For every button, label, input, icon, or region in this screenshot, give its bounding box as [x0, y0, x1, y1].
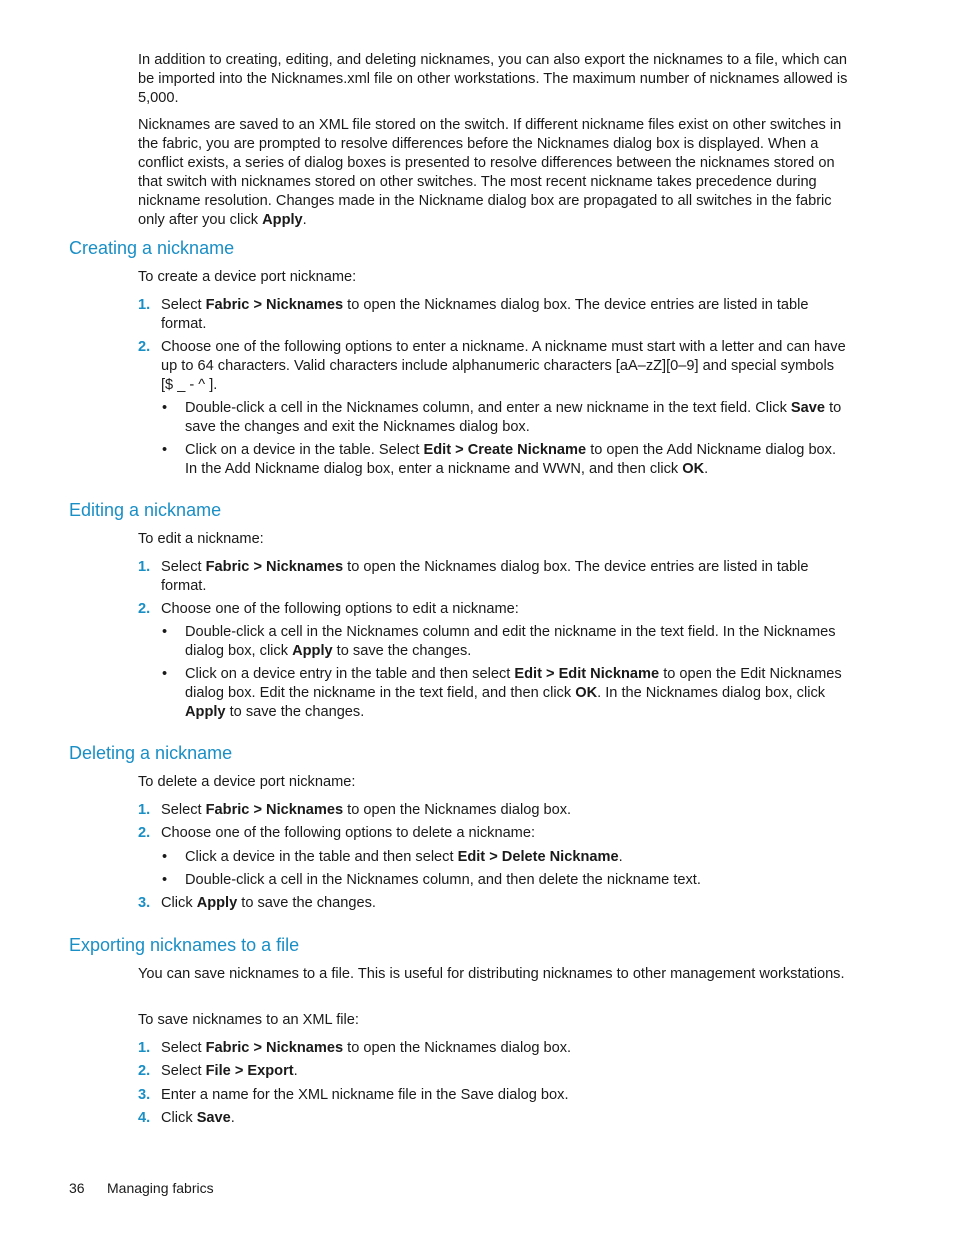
export-step-3: 3. Enter a name for the XML nickname file in the Save dialog box.: [138, 1087, 569, 1103]
edit-bullet-1: • Double-click a cell in the Nicknames column and edit the nickname in the text field. In the Nicknames dialog box, click Apply to save the changes.: [162, 624, 836, 659]
delete-lead: To delete a device port nickname:: [138, 774, 356, 790]
intro-paragraph-1: In addition to creating, editing, and deleting nicknames, you can also export the nicknames to a file, which can be imported into the Nicknames.xml file on other workstations. The maximum number of nicknames allowed is 5,000.: [138, 52, 848, 106]
delete-step-3: 3. Click Apply to save the changes.: [138, 895, 376, 911]
export-step-4: 4. Click Save.: [138, 1110, 235, 1126]
create-bullet-1: • Double-click a cell in the Nicknames column, and enter a new nickname in the text field. Click Save to save the changes and exit the Nicknames dialog box.: [162, 400, 842, 435]
export-step-2: 2. Select File > Export.: [138, 1063, 298, 1079]
create-step-1: 1. Select Fabric > Nicknames to open the Nicknames dialog box. The device entries are listed in table format.: [138, 297, 809, 332]
edit-bullet-2: • Click on a device entry in the table and then select Edit > Edit Nickname to open the Edit Nicknames dialog box. Edit the nickname in the text field, and then click OK. In the Nicknames dialog box, click Apply to save the changes.: [162, 666, 842, 720]
delete-step-1: 1. Select Fabric > Nicknames to open the Nicknames dialog box.: [138, 802, 572, 818]
create-lead: To create a device port nickname:: [138, 269, 357, 285]
page-footer: [69, 1179, 214, 1198]
heading-exporting-nicknames: Exporting nicknames to a file: [69, 935, 300, 955]
delete-step-2: 2. Choose one of the following options to delete a nickname:: [138, 825, 536, 841]
delete-bullet-2: • Double-click a cell in the Nicknames column, and then delete the nickname text.: [162, 872, 701, 888]
heading-deleting-nickname: Deleting a nickname: [69, 743, 233, 763]
intro-paragraph-2: Nicknames are saved to an XML file stored on the switch. If different nickname files exist on other switches in the fabric, you are prompted to resolve differences before the Nicknames dialog box is displayed. When a conflict exists, a series of dialog boxes is presented to resolve differences between the nicknames stored on that switch with nicknames stored on other switches. The most recent nickname takes precedence during nickname resolution. Changes made in the Nickname dialog box are propagated to all switches in the fabric only after you click Apply.: [138, 117, 842, 228]
heading-creating-nickname: Creating a nickname: [69, 238, 235, 258]
create-step-2: 2. Choose one of the following options to enter a nickname. A nickname must start with a letter and can have up to 64 characters. Valid characters include alphanumeric characters [aA–zZ][0–9] and special symbols [$ _ - ^ ].: [138, 339, 846, 393]
export-lead: To save nicknames to an XML file:: [138, 1012, 359, 1028]
delete-bullet-1: • Click a device in the table and then select Edit > Delete Nickname.: [162, 849, 623, 865]
edit-lead: To edit a nickname:: [138, 531, 264, 547]
footer-section-title: Managing fabrics: [107, 1180, 214, 1196]
edit-step-1: 1. Select Fabric > Nicknames to open the Nicknames dialog box. The device entries are listed in table format.: [138, 559, 809, 594]
page-number: 36: [69, 1180, 85, 1196]
heading-editing-nickname: Editing a nickname: [69, 500, 222, 520]
export-paragraph: You can save nicknames to a file. This is useful for distributing nicknames to other management workstations.: [138, 966, 845, 982]
edit-step-2: 2. Choose one of the following options to edit a nickname:: [138, 601, 519, 617]
export-step-1: 1. Select Fabric > Nicknames to open the Nicknames dialog box.: [138, 1040, 572, 1056]
create-bullet-2: • Click on a device in the table. Select Edit > Create Nickname to open the Add Nickname dialog box. In the Add Nickname dialog box, enter a nickname and WWN, and then click OK.: [162, 442, 837, 477]
